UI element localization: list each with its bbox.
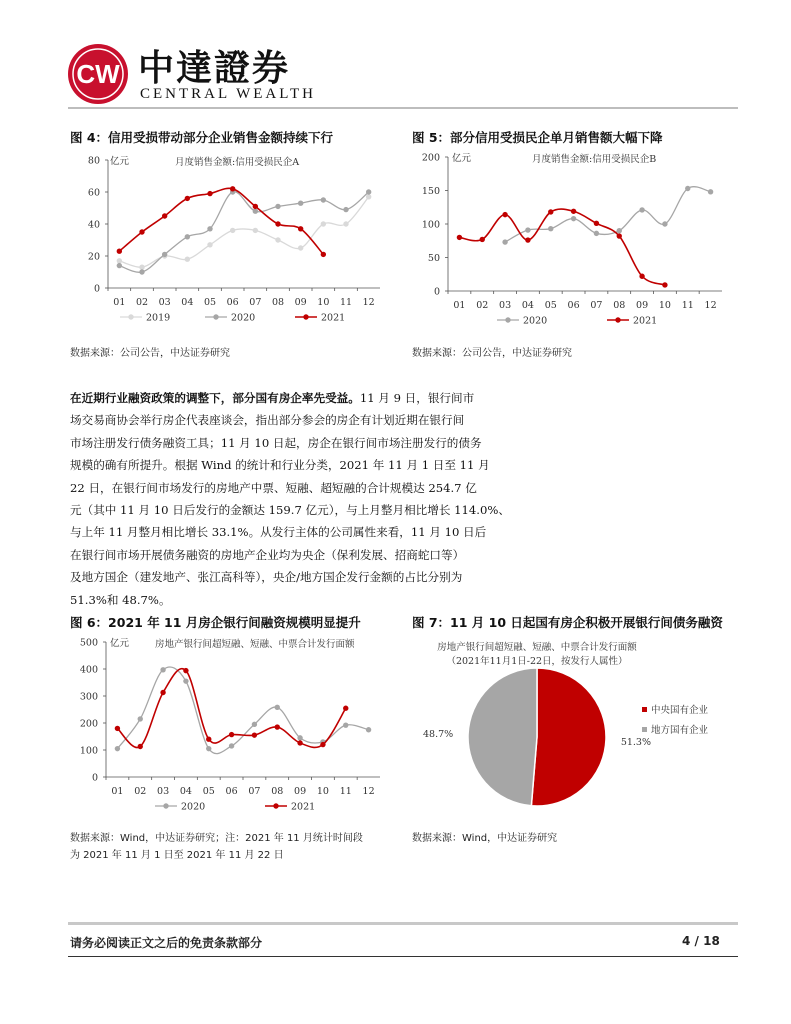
- data-point-2020: [160, 667, 165, 672]
- data-point-2020: [253, 209, 258, 214]
- body-line: 及地方国企（建发地产、张江高科等），央企/地方国企发行金额的占比分别为: [70, 570, 463, 585]
- data-point-2021: [252, 732, 257, 737]
- legend-label-2021: 2021: [633, 315, 658, 327]
- body-line: 在银行间市场开展债务融资的房地产企业均为央企（保利发展、招商蛇口等）: [70, 547, 465, 562]
- data-point-2021: [297, 740, 302, 745]
- data-point-2021: [138, 744, 143, 749]
- data-point-2021: [162, 213, 167, 218]
- data-point-2020: [183, 678, 188, 683]
- y-tick-label: 20: [87, 251, 100, 263]
- svg-text:CW: CW: [76, 59, 120, 89]
- chart-figure-7: [412, 632, 742, 822]
- x-tick-label: 09: [294, 297, 307, 308]
- y-tick-label: 40: [87, 219, 100, 231]
- x-tick-label: 10: [658, 300, 671, 311]
- legend-label-2021: 2021: [321, 312, 346, 324]
- x-tick-label: 12: [362, 297, 375, 308]
- x-tick-label: 01: [113, 297, 126, 308]
- data-point-2020: [548, 226, 553, 231]
- x-tick-label: 09: [636, 300, 649, 311]
- series-line-2019: [119, 197, 368, 267]
- x-tick-label: 02: [476, 300, 489, 311]
- data-point-2019: [275, 237, 280, 242]
- central-wealth-logo: [66, 42, 130, 106]
- x-tick-label: 11: [339, 786, 352, 797]
- chart-6-plot: [80, 637, 380, 813]
- x-tick-label: 04: [521, 300, 534, 311]
- legend-marker-2020: [213, 314, 218, 319]
- data-point-2020: [594, 231, 599, 236]
- y-tick-label: 100: [79, 745, 98, 757]
- data-point-2020: [321, 197, 326, 202]
- data-point-2019: [185, 257, 190, 262]
- pie-slice: [468, 668, 537, 806]
- y-tick-label: 400: [79, 664, 98, 676]
- data-point-2020: [708, 189, 713, 194]
- body-line: 规模的确有所提升。根据 Wind 的统计和行业分类，2021 年 11 月 1 日至 11 月: [70, 458, 490, 473]
- x-tick-label: 02: [134, 786, 147, 797]
- x-tick-label: 09: [294, 786, 307, 797]
- pie-data-label: 48.7%: [422, 728, 454, 740]
- data-point-2020: [275, 705, 280, 710]
- legend-marker-2021: [303, 314, 308, 319]
- data-point-2020: [207, 226, 212, 231]
- x-tick-label: 08: [271, 786, 284, 797]
- data-point-2021: [617, 233, 622, 238]
- data-point-2020: [343, 207, 348, 212]
- x-tick-label: 04: [181, 297, 194, 308]
- data-point-2021: [502, 212, 507, 217]
- legend-swatch-local-soe: [642, 727, 647, 732]
- data-point-2021: [183, 668, 188, 673]
- y-tick-label: 80: [87, 155, 100, 167]
- data-point-2019: [321, 221, 326, 226]
- x-tick-label: 03: [158, 297, 171, 308]
- data-point-2019: [139, 265, 144, 270]
- data-point-2021: [139, 229, 144, 234]
- data-point-2020: [571, 216, 576, 221]
- body-line: 场交易商协会举行房企代表座谈会，指出部分参会的房企有计划近期在银行间: [70, 413, 465, 428]
- body-line: 51.3%和 48.7%。: [70, 592, 171, 607]
- data-point-2020: [229, 743, 234, 748]
- data-point-2020: [138, 716, 143, 721]
- data-point-2021: [115, 726, 120, 731]
- legend-label-2020: 2020: [523, 315, 548, 327]
- chart-figure-4: [70, 148, 390, 328]
- data-point-2021: [525, 237, 530, 242]
- x-tick-label: 07: [590, 300, 603, 311]
- y-unit-label: 亿元: [110, 638, 130, 649]
- data-point-2021: [457, 235, 462, 240]
- footer-rule-top: [68, 922, 738, 925]
- chart-5-plot: [422, 152, 722, 327]
- data-point-2019: [253, 228, 258, 233]
- data-point-2020: [297, 735, 302, 740]
- y-tick-label: 60: [87, 187, 100, 199]
- body-line-1-rest: 11 月 9 日，银行间市: [359, 391, 475, 405]
- data-point-2021: [594, 221, 599, 226]
- pie-title-line1: 房地产银行间超短融、短融、中票合计发行面额: [437, 642, 637, 653]
- figure-7-source: 数据来源：Wind，中达证券研究: [412, 833, 558, 844]
- chart-figure-5: [412, 148, 742, 333]
- data-point-2021: [207, 191, 212, 196]
- y-tick-label: 200: [79, 718, 98, 730]
- data-point-2021: [275, 724, 280, 729]
- chart-subtitle: 月度销售金额:信用受损民企B: [532, 154, 657, 165]
- data-point-2021: [275, 221, 280, 226]
- data-point-2019: [117, 258, 122, 263]
- data-point-2021: [117, 249, 122, 254]
- data-point-2021: [253, 204, 258, 209]
- legend-swatch-central-soe: [642, 707, 647, 712]
- figure-4-source: 数据来源：公司公告，中达证券研究: [70, 348, 230, 359]
- figure-6-source-line2: 为 2021 年 11 月 1 日至 2021 年 11 月 22 日: [70, 850, 284, 861]
- legend-label-2020: 2020: [181, 801, 206, 813]
- data-point-2021: [160, 690, 165, 695]
- figure-7-title: 图 7：11 月 10 日起国有房企积极开展银行间债务融资: [412, 615, 723, 630]
- x-tick-label: 05: [202, 786, 215, 797]
- y-tick-label: 150: [421, 186, 440, 197]
- data-point-2021: [230, 186, 235, 191]
- x-tick-label: 03: [499, 300, 512, 311]
- x-tick-label: 11: [339, 297, 353, 308]
- legend-marker-2021: [615, 317, 620, 322]
- series-line-2021: [119, 188, 323, 254]
- data-point-2021: [321, 252, 326, 257]
- data-point-2019: [366, 194, 371, 199]
- series-line-2021: [459, 209, 665, 285]
- y-unit-label: 亿元: [110, 156, 130, 167]
- x-tick-label: 07: [248, 786, 261, 797]
- pie-title-line2: （2021年11月1日-22日，按发行人属性）: [446, 656, 628, 667]
- x-tick-label: 10: [317, 297, 330, 308]
- data-point-2020: [115, 746, 120, 751]
- body-line: 元（其中 11 月 10 日后发行的金额达 159.7 亿元），与上月整月相比增长 114.0%、: [70, 503, 510, 518]
- legend-label-2020: 2020: [231, 312, 256, 324]
- data-point-2020: [139, 269, 144, 274]
- x-tick-label: 10: [316, 786, 329, 797]
- x-tick-label: 12: [362, 786, 375, 797]
- figure-5-source: 数据来源：公司公告，中达证券研究: [412, 348, 572, 359]
- data-point-2020: [298, 201, 303, 206]
- body-line: 与上年 11 月整月相比增长 33.1%。从发行主体的公司属性来看，11 月 10 日后: [70, 525, 487, 540]
- data-point-2021: [343, 706, 348, 711]
- data-point-2020: [252, 722, 257, 727]
- data-point-2020: [662, 221, 667, 226]
- y-tick-label: 0: [433, 286, 440, 298]
- data-point-2021: [229, 732, 234, 737]
- legend-marker-2021: [273, 803, 278, 808]
- body-line: 22 日，在银行间市场发行的房地产中票、短融、超短融的合计规模达 254.7 亿: [70, 480, 477, 495]
- figure-6-title: 图 6：2021 年 11 月房企银行间融资规模明显提升: [70, 615, 361, 630]
- data-point-2021: [320, 742, 325, 747]
- x-tick-label: 05: [544, 300, 557, 311]
- y-tick-label: 100: [421, 219, 440, 231]
- x-tick-label: 08: [613, 300, 626, 311]
- x-tick-label: 06: [226, 297, 239, 308]
- data-point-2019: [207, 242, 212, 247]
- data-point-2020: [162, 252, 167, 257]
- x-tick-label: 06: [225, 786, 238, 797]
- chart-subtitle: 月度销售金额:信用受损民企A: [175, 157, 300, 168]
- figure-5-title: 图 5：部分信用受损民企单月销售额大幅下降: [412, 130, 663, 145]
- data-point-2020: [117, 263, 122, 268]
- data-point-2020: [275, 204, 280, 209]
- x-tick-label: 11: [681, 300, 694, 311]
- x-tick-label: 12: [704, 300, 717, 311]
- legend-label-2021: 2021: [291, 801, 316, 813]
- data-point-2021: [639, 274, 644, 279]
- data-point-2021: [548, 209, 553, 214]
- pie-slice: [531, 668, 606, 806]
- data-point-2021: [662, 282, 667, 287]
- y-unit-label: 亿元: [452, 153, 472, 164]
- data-point-2021: [571, 209, 576, 214]
- data-point-2021: [480, 237, 485, 242]
- brand-name-cn: 中達證券: [138, 47, 291, 89]
- data-point-2020: [525, 227, 530, 232]
- page-number: 4 / 18: [682, 934, 720, 948]
- data-point-2020: [343, 722, 348, 727]
- x-tick-label: 08: [271, 297, 285, 308]
- legend-marker-2020: [163, 803, 168, 808]
- pie-data-label: 51.3%: [620, 737, 652, 749]
- data-point-2019: [298, 245, 303, 250]
- y-tick-label: 500: [79, 637, 98, 649]
- x-tick-label: 01: [111, 786, 124, 797]
- y-tick-label: 0: [91, 772, 98, 784]
- x-tick-label: 04: [179, 786, 192, 797]
- body-paragraph: [70, 387, 550, 611]
- body-line: 市场注册发行债务融资工具；11 月 10 日起，房企在银行间市场注册发行的债务: [70, 435, 482, 450]
- brand-name-en: CENTRAL WEALTH: [140, 86, 317, 102]
- x-tick-label: 02: [135, 297, 149, 308]
- x-tick-label: 05: [203, 297, 217, 308]
- x-tick-label: 06: [567, 300, 580, 311]
- chart-subtitle: 房地产银行间超短融、短融、中票合计发行面额: [155, 639, 355, 650]
- data-point-2021: [185, 196, 190, 201]
- data-point-2020: [502, 239, 507, 244]
- figure-6-source-line1: 数据来源：Wind，中达证券研究；注：2021 年 11 月统计时间段: [70, 833, 363, 844]
- data-point-2020: [185, 234, 190, 239]
- y-tick-label: 200: [421, 152, 440, 164]
- pie-plot: [423, 668, 651, 806]
- footer-rule-bottom: [68, 956, 738, 957]
- data-point-2020: [639, 207, 644, 212]
- y-tick-label: 0: [93, 283, 100, 295]
- y-tick-label: 50: [427, 253, 440, 264]
- legend-marker-2019: [128, 314, 133, 319]
- data-point-2021: [298, 226, 303, 231]
- data-point-2020: [366, 189, 371, 194]
- footer-disclaimer: 请务必阅读正文之后的免责条款部分: [70, 936, 263, 950]
- x-tick-label: 07: [249, 297, 262, 308]
- body-lead-bold: 在近期行业融资政策的调整下，部分国有房企率先受益。: [70, 391, 360, 405]
- legend-label-local-soe: 地方国有企业: [651, 725, 709, 736]
- data-point-2020: [617, 228, 622, 233]
- figure-4-title: 图 4：信用受损带动部分企业销售金额持续下行: [70, 130, 334, 145]
- data-point-2019: [230, 228, 235, 233]
- legend-label-central-soe: 中央国有企业: [651, 705, 709, 716]
- legend-marker-2020: [505, 317, 510, 322]
- y-tick-label: 300: [79, 691, 98, 703]
- x-tick-label: 03: [157, 786, 170, 797]
- data-point-2020: [685, 186, 690, 191]
- chart-figure-6: [70, 632, 390, 822]
- data-point-2020: [206, 746, 211, 751]
- chart-4-plot: [88, 155, 380, 324]
- x-tick-label: 01: [453, 300, 466, 311]
- header-rule: [68, 107, 738, 109]
- body-line-1: [70, 387, 550, 409]
- legend-label-2019: 2019: [146, 312, 171, 324]
- data-point-2019: [343, 221, 348, 226]
- data-point-2021: [206, 737, 211, 742]
- data-point-2020: [366, 727, 371, 732]
